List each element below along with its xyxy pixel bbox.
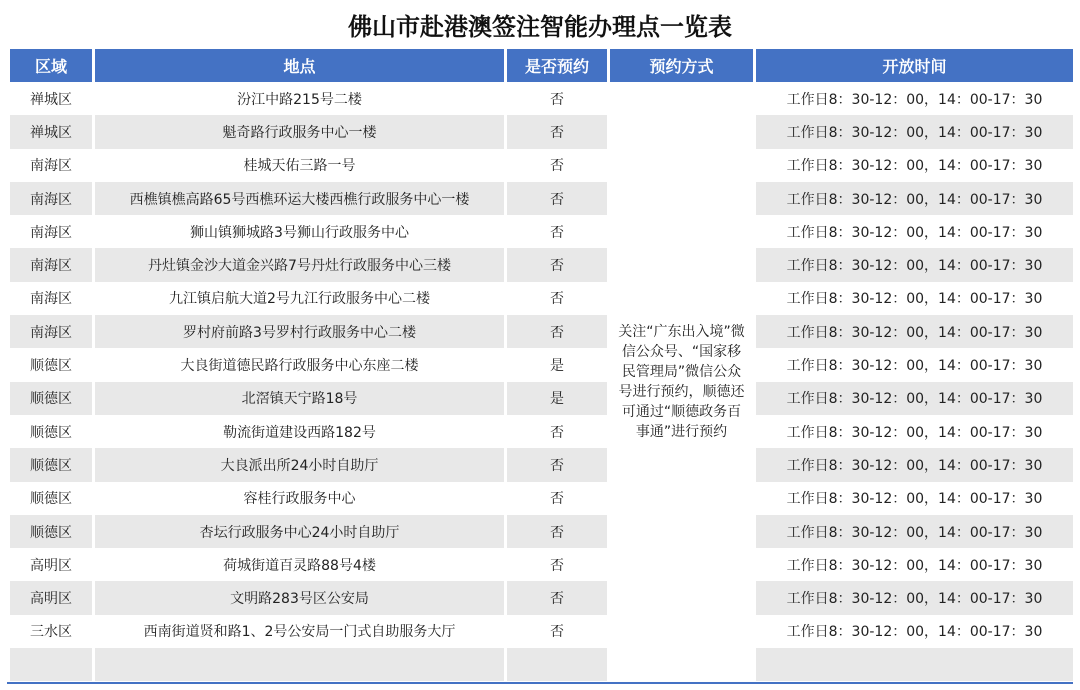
district-cell: 高明区 xyxy=(10,548,92,581)
column-header-method: 预约方式 xyxy=(610,49,753,82)
appointment-cell: 是 xyxy=(507,348,607,381)
table-row xyxy=(10,149,1073,182)
district-cell: 南海区 xyxy=(10,182,92,215)
hours-cell: 工作日8：30-12：00，14：00-17：30 xyxy=(756,149,1073,182)
appointment-cell: 否 xyxy=(507,149,607,182)
location-cell: 北滘镇天宁路18号 xyxy=(95,382,504,415)
district-cell: 南海区 xyxy=(10,248,92,281)
location-cell: 勒流街道建设西路182号 xyxy=(95,415,504,448)
location-cell: 容桂行政服务中心 xyxy=(95,482,504,515)
table-row xyxy=(10,448,1073,481)
district-cell: 禅城区 xyxy=(10,115,92,148)
location-cell: 汾江中路215号二楼 xyxy=(95,82,504,115)
district-cell: 顺德区 xyxy=(10,348,92,381)
table-row xyxy=(10,82,1073,115)
table-row xyxy=(10,215,1073,248)
location-cell: 文明路283号区公安局 xyxy=(95,581,504,614)
location-cell: 魁奇路行政服务中心一楼 xyxy=(95,115,504,148)
appointment-cell xyxy=(507,648,607,681)
hours-cell: 工作日8：30-12：00，14：00-17：30 xyxy=(756,82,1073,115)
hours-cell: 工作日8：30-12：00，14：00-17：30 xyxy=(756,548,1073,581)
appointment-cell: 否 xyxy=(507,82,607,115)
appointment-cell: 否 xyxy=(507,115,607,148)
appointment-cell: 否 xyxy=(507,615,607,648)
hours-cell: 工作日8：30-12：00，14：00-17：30 xyxy=(756,482,1073,515)
district-cell: 南海区 xyxy=(10,149,92,182)
appointment-cell: 否 xyxy=(507,448,607,481)
hours-cell: 工作日8：30-12：00，14：00-17：30 xyxy=(756,615,1073,648)
table-row xyxy=(10,248,1073,281)
table-row xyxy=(10,548,1073,581)
district-cell: 南海区 xyxy=(10,215,92,248)
appointment-cell: 否 xyxy=(507,248,607,281)
hours-cell: 工作日8：30-12：00，14：00-17：30 xyxy=(756,515,1073,548)
location-cell: 大良派出所24小时自助厅 xyxy=(95,448,504,481)
location-cell: 桂城天佑三路一号 xyxy=(95,149,504,182)
hours-cell: 工作日8：30-12：00，14：00-17：30 xyxy=(756,382,1073,415)
table-row xyxy=(10,648,1073,681)
location-cell xyxy=(95,648,504,681)
table-row xyxy=(10,482,1073,515)
hours-cell: 工作日8：30-12：00，14：00-17：30 xyxy=(756,448,1073,481)
hours-cell xyxy=(756,648,1073,681)
table-bottom-border xyxy=(7,682,1073,684)
hours-cell: 工作日8：30-12：00，14：00-17：30 xyxy=(756,315,1073,348)
hours-cell: 工作日8：30-12：00，14：00-17：30 xyxy=(756,248,1073,281)
table-row xyxy=(10,115,1073,148)
district-cell: 三水区 xyxy=(10,615,92,648)
location-cell: 西樵镇樵高路65号西樵环运大楼西樵行政服务中心一楼 xyxy=(95,182,504,215)
table-row xyxy=(10,182,1073,215)
hours-cell: 工作日8：30-12：00，14：00-17：30 xyxy=(756,282,1073,315)
hours-cell: 工作日8：30-12：00，14：00-17：30 xyxy=(756,415,1073,448)
location-cell: 大良街道德民路行政服务中心东座二楼 xyxy=(95,348,504,381)
column-header-location: 地点 xyxy=(95,49,504,82)
district-cell: 顺德区 xyxy=(10,382,92,415)
district-cell: 顺德区 xyxy=(10,515,92,548)
district-cell: 顺德区 xyxy=(10,415,92,448)
location-cell: 荷城街道百灵路88号4楼 xyxy=(95,548,504,581)
district-cell: 顺德区 xyxy=(10,448,92,481)
table-row xyxy=(10,382,1073,415)
hours-cell: 工作日8：30-12：00，14：00-17：30 xyxy=(756,182,1073,215)
location-cell: 杏坛行政服务中心24小时自助厅 xyxy=(95,515,504,548)
hours-cell: 工作日8：30-12：00，14：00-17：30 xyxy=(756,115,1073,148)
table-row xyxy=(10,348,1073,381)
hours-cell: 工作日8：30-12：00，14：00-17：30 xyxy=(756,581,1073,614)
table-header-row xyxy=(10,49,1073,82)
location-cell: 罗村府前路3号罗村行政服务中心二楼 xyxy=(95,315,504,348)
appointment-cell: 否 xyxy=(507,415,607,448)
appointment-cell: 否 xyxy=(507,548,607,581)
appointment-cell: 否 xyxy=(507,581,607,614)
table-row xyxy=(10,515,1073,548)
district-cell: 禅城区 xyxy=(10,82,92,115)
location-cell: 九江镇启航大道2号九江行政服务中心二楼 xyxy=(95,282,504,315)
table-row xyxy=(10,415,1073,448)
column-header-hours: 开放时间 xyxy=(756,49,1073,82)
table-row xyxy=(10,282,1073,315)
table-row xyxy=(10,315,1073,348)
table-row xyxy=(10,615,1073,648)
column-header-district: 区域 xyxy=(10,49,92,82)
district-cell: 高明区 xyxy=(10,581,92,614)
appointment-cell: 否 xyxy=(507,215,607,248)
appointment-cell: 否 xyxy=(507,482,607,515)
district-cell xyxy=(10,648,92,681)
district-cell: 南海区 xyxy=(10,282,92,315)
appointment-cell: 否 xyxy=(507,182,607,215)
column-header-appointment: 是否预约 xyxy=(507,49,607,82)
appointment-cell: 否 xyxy=(507,315,607,348)
location-cell: 狮山镇狮城路3号狮山行政服务中心 xyxy=(95,215,504,248)
appointment-method-cell: 关注“广东出入境”微信公众号、“国家移民管理局”微信公众号进行预约，顺德还可通过“顺德政务百事通”进行预约 xyxy=(610,82,753,681)
service-points-table xyxy=(7,49,1076,681)
location-cell: 西南街道贤和路1、2号公安局一门式自助服务大厅 xyxy=(95,615,504,648)
appointment-cell: 否 xyxy=(507,515,607,548)
district-cell: 顺德区 xyxy=(10,482,92,515)
location-cell: 丹灶镇金沙大道金兴路7号丹灶行政服务中心三楼 xyxy=(95,248,504,281)
hours-cell: 工作日8：30-12：00，14：00-17：30 xyxy=(756,215,1073,248)
page-title: 佛山市赴港澳签注智能办理点一览表 xyxy=(348,12,732,41)
table-row xyxy=(10,581,1073,614)
appointment-cell: 否 xyxy=(507,282,607,315)
hours-cell: 工作日8：30-12：00，14：00-17：30 xyxy=(756,348,1073,381)
district-cell: 南海区 xyxy=(10,315,92,348)
appointment-cell: 是 xyxy=(507,382,607,415)
table-body xyxy=(10,82,1073,681)
